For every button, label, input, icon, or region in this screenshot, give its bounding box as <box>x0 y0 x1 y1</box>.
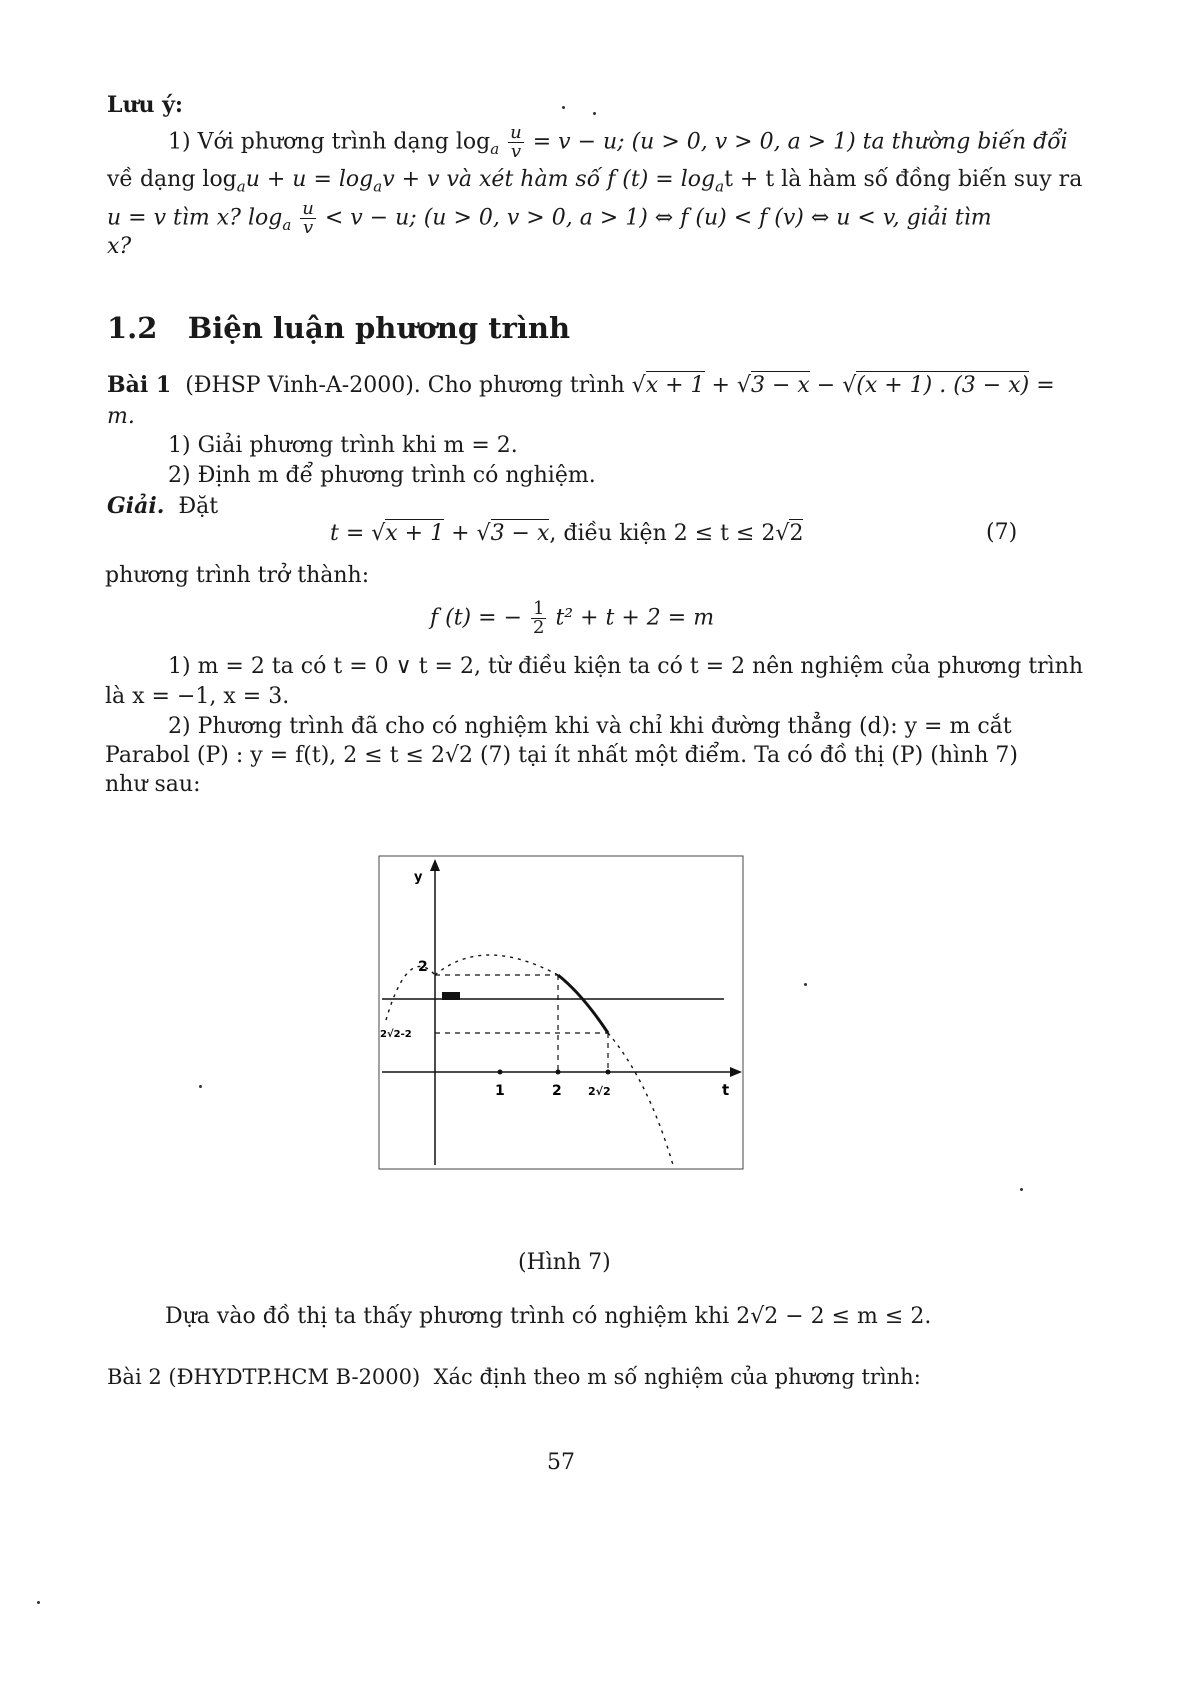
answer-1-line1: 1) m = 2 ta có t = 0 ∨ t = 2, từ điều kiện ta có t = 2 nên nghiệm của phương trình <box>168 654 1083 679</box>
answer-1-line2: là x = −1, x = 3. <box>105 684 290 709</box>
note-item1-line2: về dạng $\log_au + u = \log_av + v$ và xét hàm số f $(t) = \log_at + t$ là hàm số đồng biến suy ra <box>107 167 1083 196</box>
note-item1-line3: u = v tìm x? $\log_a$ $\frac{u}{v}$ < v − u; (u > 0, v > 0, a > 1) ⇔ f (u) < f (v) ⇔ u < v, giải tìm <box>107 198 992 238</box>
bai1-statement: Bài 1 (ĐHSP Vinh-A-2000). Cho phương trình √x + 1 + √3 − x − √(x + 1) . (3 − x) = <box>107 372 1055 398</box>
tick-2-label: 2 <box>552 1083 562 1099</box>
tick-2-dot <box>556 1070 561 1075</box>
scan-speck <box>199 1085 202 1088</box>
bai1-question-1: 1) Giải phương trình khi m = 2. <box>168 433 518 458</box>
bai1-statement-m: m. <box>107 404 135 429</box>
m-marker <box>442 992 460 1000</box>
y-axis-arrow <box>430 859 440 871</box>
substitution-equation: t = √x + 1 + √3 − x, điều kiện 2 ≤ t ≤ 2√2 <box>330 521 804 546</box>
scan-speck <box>37 1601 40 1604</box>
parabola-figure <box>378 855 744 1170</box>
scan-speck <box>1020 1188 1023 1191</box>
solution-label: Giải. Đặt <box>107 493 219 519</box>
scan-speck <box>804 983 807 986</box>
scan-speck <box>593 112 596 115</box>
bai2-statement: Bài 2 (ĐHYDTP.HCM B-2000) Xác định theo m số nghiệm của phương trình: <box>107 1365 921 1389</box>
figure-caption: (Hình 7) <box>518 1250 611 1275</box>
tick-2r2-dot <box>606 1070 611 1075</box>
page-number: 57 <box>547 1450 575 1475</box>
scan-speck <box>562 106 565 109</box>
answer-2-line3: như sau: <box>105 772 201 797</box>
y-label: y <box>414 870 423 885</box>
bai1-question-2: 2) Định m để phương trình có nghiệm. <box>168 463 596 488</box>
ft-equation: f (t) = − $\frac{1}{2}$ t² + t + 2 = m <box>430 598 715 638</box>
answer-2-line2: Parabol (P) : y = f(t), 2 ≤ t ≤ 2√2 (7) tại ít nhất một điểm. Ta có đồ thị (P) (hình 7) <box>105 743 1018 768</box>
tick-2r2-label: 2√2 <box>588 1085 611 1098</box>
answer-2-line1: 2) Phương trình đã cho có nghiệm khi và chỉ khi đường thẳng (d): y = m cắt <box>168 714 1012 739</box>
conclusion: Dựa vào đồ thị ta thấy phương trình có nghiệm khi 2√2 − 2 ≤ m ≤ 2. <box>165 1304 932 1329</box>
tick-y-low-label: 2√2-2 <box>380 1029 412 1040</box>
tick-y2-label: 2 <box>418 959 428 975</box>
note-item1-line4: x? <box>107 234 132 259</box>
parabola-dashed <box>386 955 673 1165</box>
tick-1-label: 1 <box>495 1083 505 1099</box>
figure-frame <box>379 856 743 1169</box>
t-label: t <box>722 1081 730 1099</box>
tick-1-dot <box>498 1070 503 1075</box>
becomes-text: phương trình trở thành: <box>105 563 370 588</box>
t-axis-arrow <box>730 1067 742 1077</box>
note-title: Lưu ý: <box>107 92 184 118</box>
equation-number: (7) <box>986 520 1018 545</box>
note-item1-line1: 1) Với phương trình dạng $\log_a$ $\frac{u}{v}$ = v − u; (u > 0, v > 0, a > 1) ta thường biến đổi <box>168 122 1068 162</box>
section-heading: 1.2 Biện luận phương trình <box>107 311 571 345</box>
parabola-solid-arc <box>558 975 608 1033</box>
